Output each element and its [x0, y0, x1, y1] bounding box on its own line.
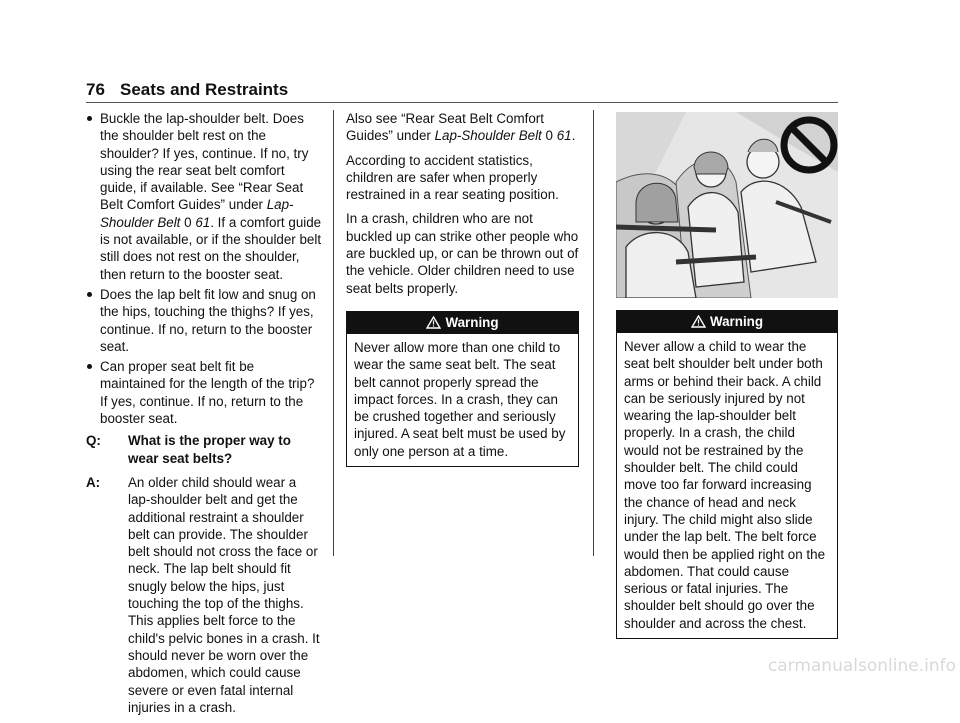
page-header [86, 78, 838, 103]
page-number: 76 [86, 80, 105, 99]
bullet-item: Does the lap belt fit low and snug on the hips, touching the thighs? If yes, continue. If no, return to the booster seat. [86, 286, 322, 355]
warning-triangle-icon [691, 315, 706, 328]
warning-header [347, 312, 578, 334]
warning-box [616, 310, 838, 639]
cross-reference-link[interactable]: Lap-Shoulder Belt [100, 197, 294, 230]
bullet-dot-icon [87, 116, 92, 121]
answer [86, 474, 322, 716]
section-title: Seats and Restraints [120, 80, 289, 99]
warning-box [346, 311, 579, 467]
question [86, 432, 322, 467]
warning-triangle-icon [426, 316, 441, 329]
answer-text: An older child should wear a lap-shoulder belt and get the additional restraint a shoulder belt can provide. The shoulder belt should not cross the face or neck. The lap belt should fit snugly below the hips, just touching the top of the thighs. This applies belt force to the child's pelvic bones in a crash. It should never be worn over the abdomen, which could cause severe or even fatal internal injuries in a crash. [128, 474, 320, 715]
child-seat-belt-illustration [616, 112, 838, 298]
warning-header [617, 311, 837, 333]
column-divider [593, 110, 594, 556]
question-label: Q: [86, 433, 101, 449]
page-ref-arrow-icon: 0 [184, 214, 192, 230]
paragraph: According to accident statistics, children are safer when properly restrained in a rear seating position. [346, 152, 559, 203]
warning-body: Never allow a child to wear the seat belt shoulder belt under both arms or behind their back. A child can be seriously injured by not wearing the lap-shoulder belt properly. In a crash, the child would not be restrained by the shoulder belt. The child could move too far forward increasing the chance of head and neck injury. The child might also slide under the lap belt. The belt force would then be applied right on the abdomen. That could cause serious or fatal injuries. The shoulder belt should go over the shoulder and across the chest. [624, 339, 826, 631]
answer-label: A: [86, 474, 101, 490]
column-divider [333, 110, 334, 556]
paragraph: Also see “Rear Seat Belt Comfort Guides” under Lap-Shoulder Belt 0 61. [346, 111, 576, 144]
column-middle [346, 110, 579, 467]
paragraph: In a crash, children who are not buckled up can strike other people who are buckled up, or can be thrown out of the vehicle. Older children need to use seat belts properly. [346, 211, 579, 296]
bullet-item: Can proper seat belt fit be maintained for the length of the trip? If yes, continue. If no, return to the booster seat. [86, 358, 322, 427]
warning-title: Warning [445, 314, 499, 330]
page-ref-arrow-icon: 0 [545, 128, 553, 144]
question-text: What is the proper way to wear seat belts? [128, 433, 291, 466]
warning-title: Warning [709, 314, 764, 329]
page-reference[interactable]: 61 [556, 128, 572, 144]
cross-reference-link[interactable]: Lap-Shoulder Belt [434, 128, 542, 144]
bullet-item: Buckle the lap-shoulder belt. Does the shoulder belt rest on the shoulder? If yes, continue. If no, try using the rear seat belt comfort guide, if available. See “Rear Seat Belt Comfort Guides” under Lap-Shoulder Belt 0 61. If a comfort guide is not available, or if the shoulder belt still does not rest on the shoulder, then return to the booster seat. [86, 110, 322, 283]
illustration-incorrect-belt-use [616, 112, 838, 298]
column-left [86, 110, 322, 723]
watermark: carmanualsonline.info [767, 656, 956, 676]
column-right [616, 310, 838, 639]
bullet-dot-icon [87, 364, 92, 369]
page-reference[interactable]: 61 [195, 214, 211, 230]
warning-body: Never allow more than one child to wear the same seat belt. The seat belt cannot properly spread the impact forces. In a crash, they can be crushed together and seriously injured. A seat belt must be used by only one person at a time. [354, 339, 566, 459]
bullet-dot-icon [87, 292, 92, 297]
